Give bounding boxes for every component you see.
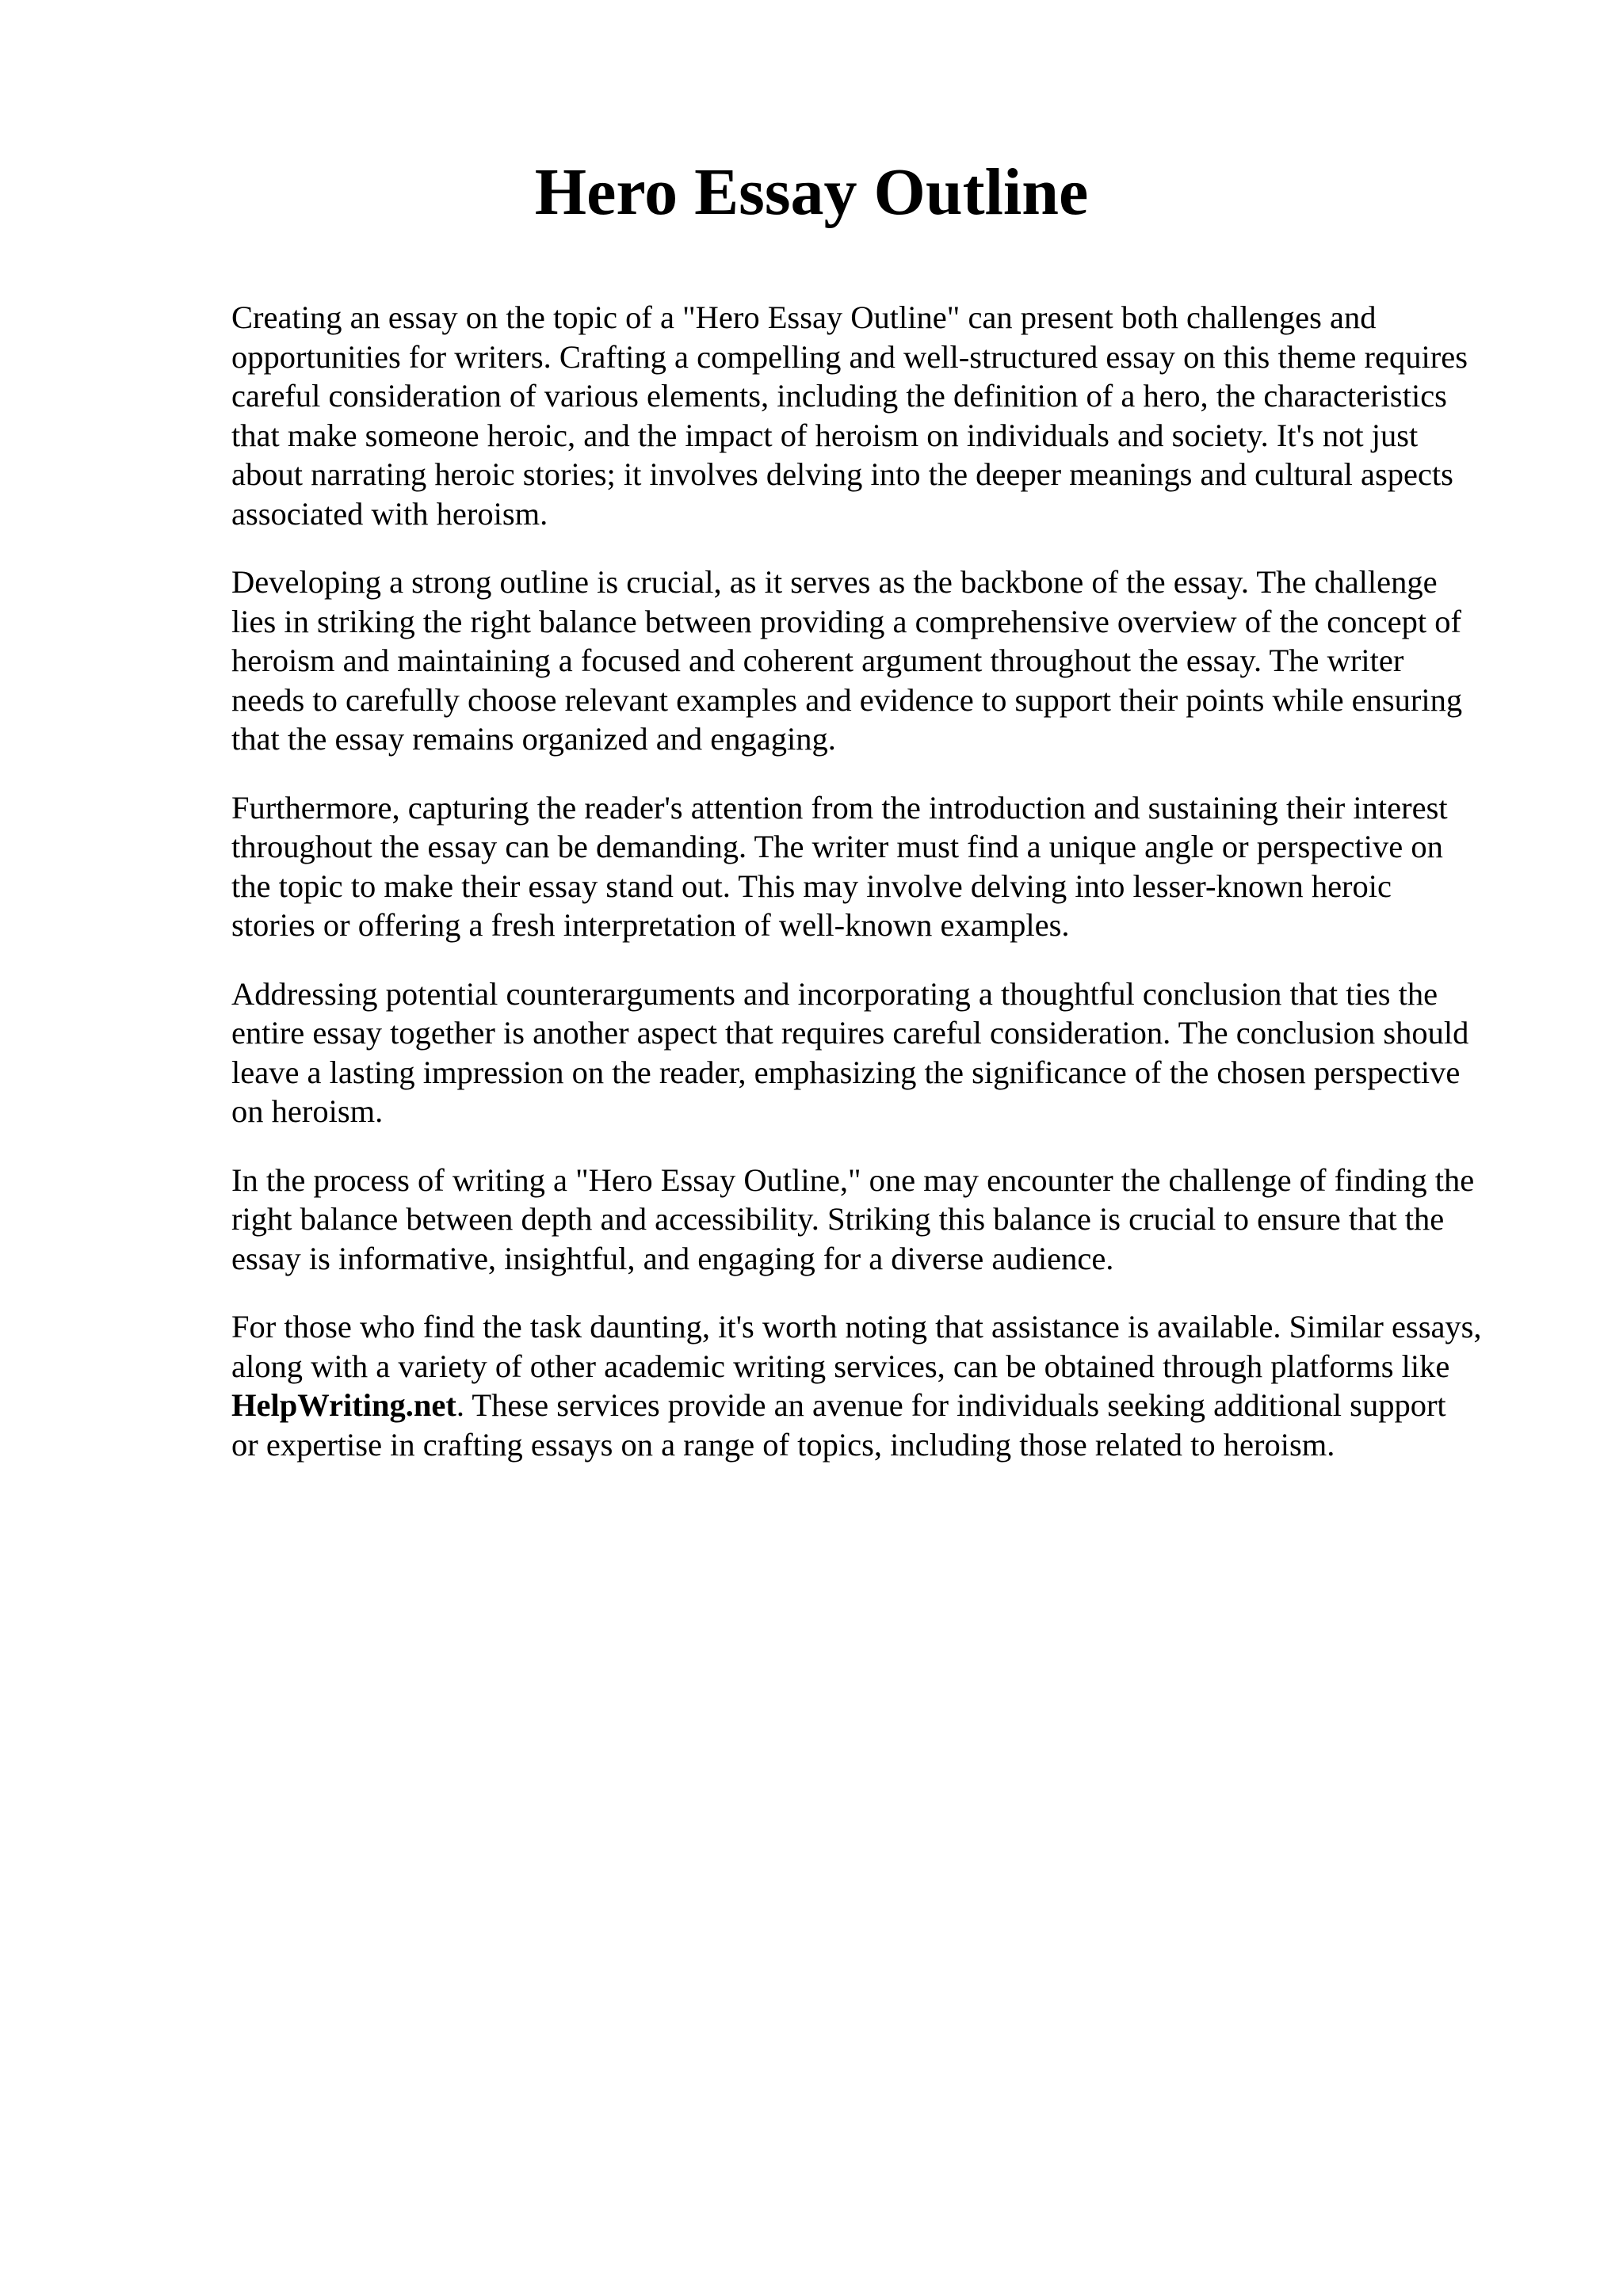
text-line: associated with heroism. <box>231 495 548 532</box>
paragraph-5 <box>231 1161 1515 1279</box>
text-line: opportunities for writers. Crafting a compelling and well-structured essay on this theme requires <box>231 338 1468 375</box>
text-line: the topic to make their essay stand out. This may involve delving into lesser-known heroic <box>231 868 1392 904</box>
text-line: Developing a strong outline is crucial, as it serves as the backbone of the essay. The challenge <box>231 564 1438 600</box>
document-title: Hero Essay Outline <box>534 155 1089 229</box>
text-line: or expertise in crafting essays on a range of topics, including those related to heroism. <box>231 1426 1335 1463</box>
text-line: entire essay together is another aspect that requires careful consideration. The conclusion should <box>231 1015 1469 1051</box>
text-line: about narrating heroic stories; it involves delving into the deeper meanings and cultural aspects <box>231 456 1453 492</box>
paragraph-2 <box>231 563 1515 759</box>
text-line: throughout the essay can be demanding. The writer must find a unique angle or perspective on <box>231 829 1443 864</box>
text-line: that make someone heroic, and the impact of heroism on individuals and society. It's not just <box>231 417 1419 453</box>
text-line: that the essay remains organized and engaging. <box>231 721 836 757</box>
text-line: stories or offering a fresh interpretation of well-known examples. <box>231 907 1070 943</box>
text-line: essay is informative, insightful, and engaging for a diverse audience. <box>231 1240 1114 1276</box>
text-line: Furthermore, capturing the reader's attention from the introduction and sustaining their interest <box>231 789 1448 826</box>
text-line: lies in striking the right balance between providing a comprehensive overview of the concept of <box>231 603 1461 639</box>
text-line: on heroism. <box>231 1093 384 1129</box>
text-line: heroism and maintaining a focused and coherent argument throughout the essay. The writer <box>231 643 1404 678</box>
text-line-rest: . These services provide an avenue for individuals seeking additional support <box>456 1387 1446 1423</box>
text-line: right balance between depth and accessibility. Striking this balance is crucial to ensure that the <box>231 1201 1445 1237</box>
text-line: careful consideration of various elements, including the definition of a hero, the characteristics <box>231 378 1447 414</box>
text-line: For those who find the task daunting, it's worth noting that assistance is available. Similar essays, <box>231 1309 1482 1344</box>
helpwriting-brand-name: HelpWriting.net <box>231 1387 456 1423</box>
paragraph-4 <box>231 974 1515 1131</box>
paragraph-6 <box>231 1307 1515 1464</box>
text-line: In the process of writing a "Hero Essay Outline," one may encounter the challenge of finding the <box>231 1161 1475 1198</box>
text-line: along with a variety of other academic writing services, can be obtained through platforms like <box>231 1348 1450 1384</box>
text-line: needs to carefully choose relevant examples and evidence to support their points while ensuring <box>231 681 1463 718</box>
text-line: Creating an essay on the topic of a "Hero Essay Outline" can present both challenges and <box>231 299 1377 335</box>
text-line-with-brand <box>231 1386 1515 1425</box>
document-body <box>231 298 1515 1493</box>
paragraph-1 <box>231 298 1515 533</box>
text-line: Addressing potential counterarguments and incorporating a thoughtful conclusion that ties the <box>231 975 1438 1012</box>
paragraph-3 <box>231 788 1515 945</box>
text-line: leave a lasting impression on the reader, emphasizing the significance of the chosen perspective <box>231 1054 1461 1090</box>
